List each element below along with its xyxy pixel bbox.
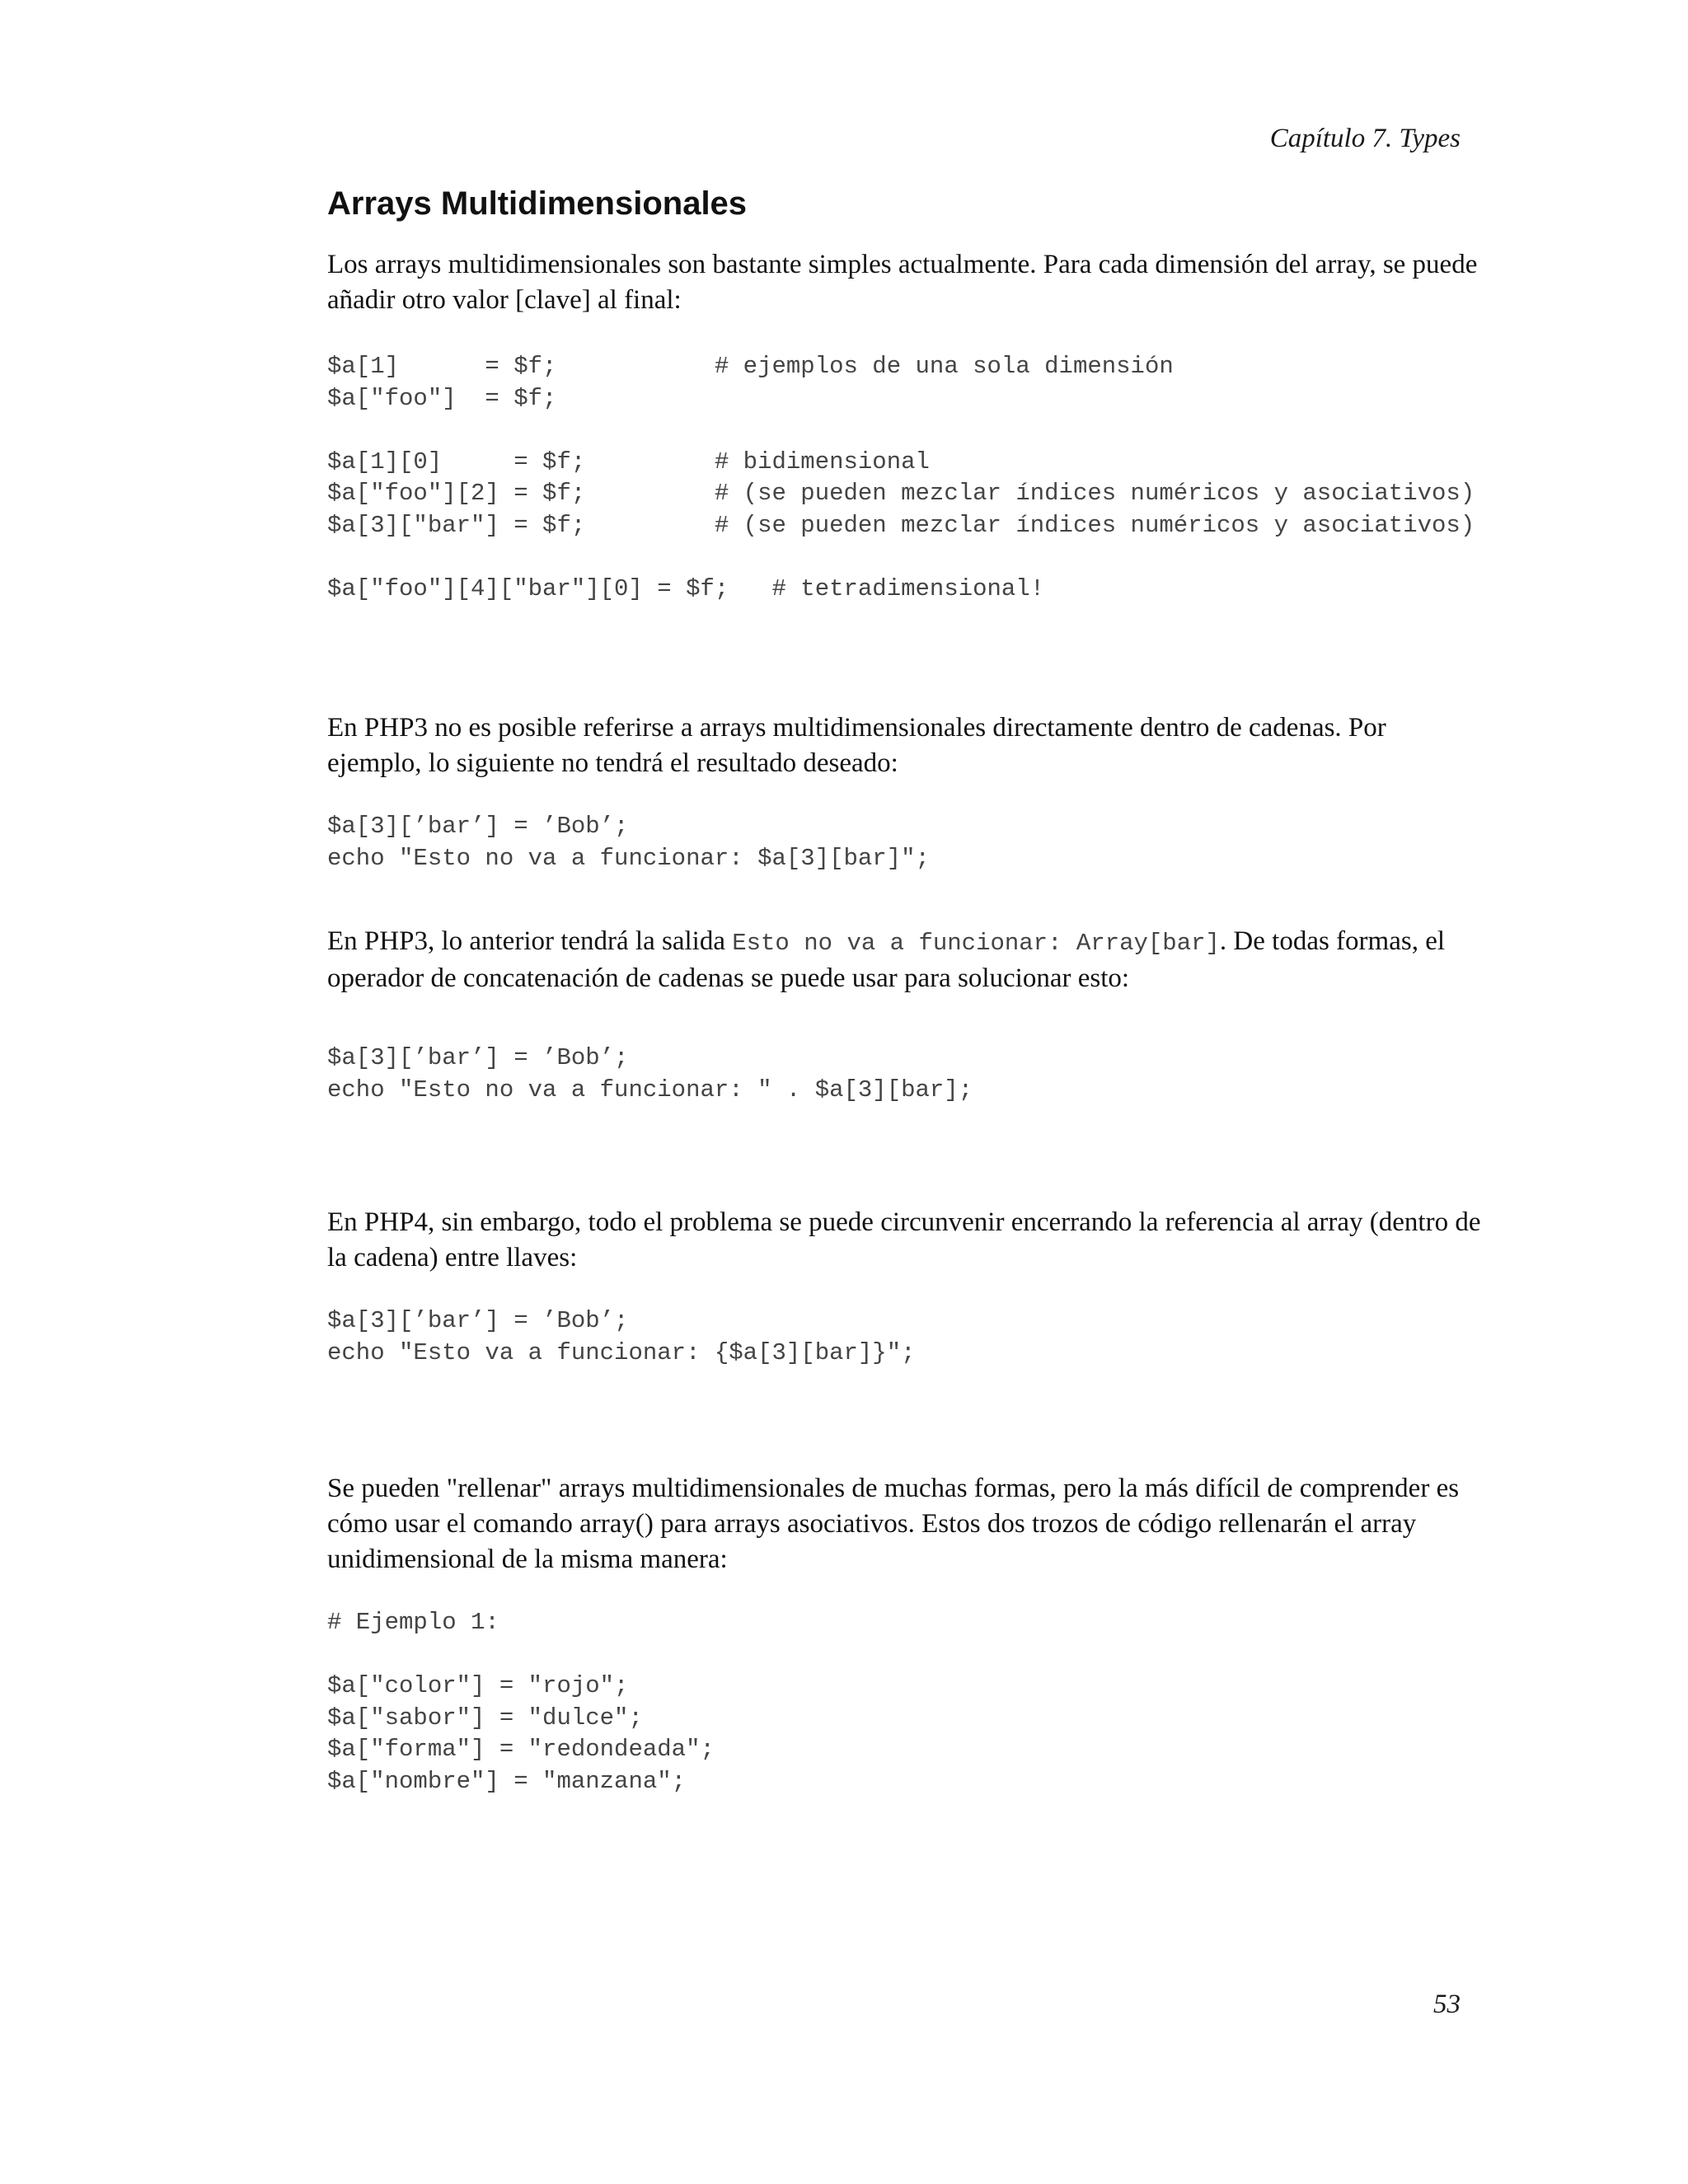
code-block-dimensions: $a[1] = $f; # ejemplos de una sola dimensión $a["foo"] = $f; $a[1][0] = $f; # bidimensional $a["foo"][2] = $f; # (se pueden mezclar índices numéricos y asociativos) $a[3]["bar"] = $f; # (se pueden mezclar índices numéricos y asociativos) $a["foo"][4]["bar"][0] = $f; # tetradimensional! <box>327 353 1475 602</box>
fill-arrays-paragraph: Se pueden "rellenar" arrays multidimensionales de muchas formas, pero la más difícil de comprender es cómo usar el comando array() para arrays asociativos. Estos dos trozos de código rellenarán el array unidimensional de la misma manera: <box>327 1474 1460 1574</box>
running-header: Capítulo 7. Types <box>1269 124 1461 153</box>
section-title: Arrays Multidimensionales <box>327 185 748 222</box>
php3-output-text-after: . De todas formas, el operador de concatenación de cadenas se puede usar para solucionar esto: <box>327 926 1446 993</box>
intro-paragraph: Los arrays multidimensionales son bastante simples actualmente. Para cada dimensión del array, se puede añadir otro valor [clave] al final: <box>327 250 1478 315</box>
php3-output-paragraph <box>327 924 1481 996</box>
php3-output-text-before: En PHP3, lo anterior tendrá la salida <box>327 926 733 956</box>
code-block-php4-braces: $a[3][’bar’] = ’Bob’; echo "Esto va a funcionar: {$a[3][bar]}"; <box>327 1307 916 1366</box>
page-content <box>327 183 1498 1797</box>
page-number: 53 <box>1433 1990 1461 2019</box>
php3-output-inline-code: Esto no va a funcionar: Array[bar] <box>732 930 1220 957</box>
code-block-php3-failing: $a[3][’bar’] = ’Bob’; echo "Esto no va a funcionar: $a[3][bar]"; <box>327 813 930 872</box>
code-block-example-1: # Ejemplo 1: $a["color"] = "rojo"; $a["sabor"] = "dulce"; $a["forma"] = "redondeada"; $a["nombre"] = "manzana"; <box>327 1609 715 1795</box>
code-block-concatenation: $a[3][’bar’] = ’Bob’; echo "Esto no va a funcionar: " . $a[3][bar]; <box>327 1044 973 1104</box>
php3-strings-paragraph: En PHP3 no es posible referirse a arrays multidimensionales directamente dentro de cadenas. Por ejemplo, lo siguiente no tendrá el resultado deseado: <box>327 713 1386 778</box>
php4-braces-paragraph: En PHP4, sin embargo, todo el problema se puede circunvenir encerrando la referencia al array (dentro de la cadena) entre llaves: <box>327 1207 1481 1272</box>
